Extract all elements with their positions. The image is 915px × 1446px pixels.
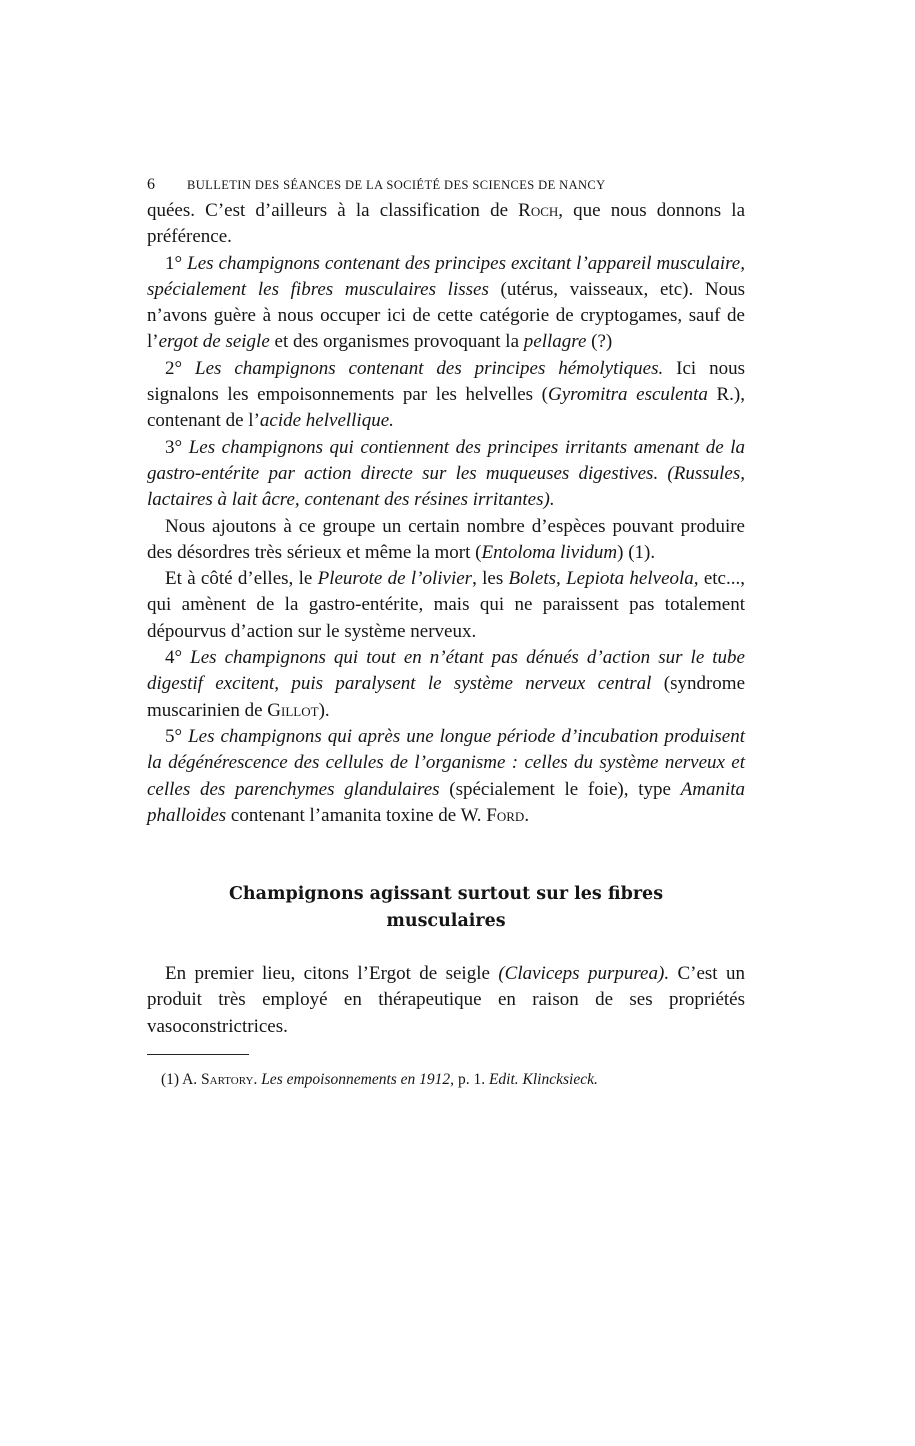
text: 1° xyxy=(165,252,188,274)
text: 4° xyxy=(165,647,191,669)
text: ). xyxy=(318,699,330,721)
paragraph-8 xyxy=(147,724,745,829)
text: (syndrome muscarinien de xyxy=(147,673,746,721)
text: 5° xyxy=(165,725,189,747)
spacer xyxy=(147,935,745,961)
paragraph-3 xyxy=(147,356,745,435)
paragraph-7 xyxy=(147,645,745,724)
author-roch: Roch xyxy=(518,200,559,221)
text: (utérus, vaisseaux, etc). Nous n’avons guère à nous occuper ici de cette catégorie de cryptogames, sauf de l’ xyxy=(147,278,745,353)
text: 3° xyxy=(165,436,189,458)
running-head xyxy=(147,172,745,198)
italic-text: Les champignons contenant des principes excitant l’appareil musculaire, spécialement les fibres musculaires lisses xyxy=(147,252,745,300)
italic-text: Bolets, Lepiota helveola, xyxy=(508,568,699,590)
italic-text: pellagre xyxy=(523,331,587,353)
italic-text: Les champignons qui contiennent des principes irritants amenant de la gastro-entérite par action directe sur les muqueuses digestives. (Russules, lactaires à lait âcre, contenant des résines irritantes). xyxy=(147,436,745,511)
paragraph-5 xyxy=(147,514,745,567)
italic-text: Les champignons qui tout en n’étant pas dénués d’action sur le tube digestif excitent, puis paralysent le système nerveux central xyxy=(147,647,745,695)
footnote xyxy=(147,1069,745,1091)
page-number: 6 xyxy=(147,176,156,193)
text: (1) A. xyxy=(161,1071,202,1089)
paragraph-1 xyxy=(147,198,745,251)
text: C’est un produit très employé en thérapeutique en raison de ses propriétés vasoconstrictrices. xyxy=(147,963,745,1037)
italic-text: Edit. Klincksieck. xyxy=(488,1071,598,1089)
running-title: BULLETIN DES SÉANCES DE LA SOCIÉTÉ DES SCIENCES DE NANCY xyxy=(187,178,606,192)
text: R.), contenant de l’ xyxy=(147,384,746,432)
text: En premier lieu, citons l’Ergot de seigle xyxy=(165,963,499,985)
text: . xyxy=(253,1071,262,1089)
italic-text: acide helvellique. xyxy=(259,410,394,432)
paragraph-6 xyxy=(147,566,745,645)
spacer xyxy=(147,829,745,881)
body-text xyxy=(147,198,745,1040)
author-gillot: Gillot xyxy=(267,699,319,721)
text: p. 1. xyxy=(454,1071,489,1089)
italic-text: Les empoisonnements en 1912, xyxy=(261,1071,455,1089)
text: 2° xyxy=(165,357,196,379)
paragraph-2 xyxy=(147,251,745,356)
page xyxy=(147,172,745,1091)
italic-text: Entoloma lividum xyxy=(481,541,618,563)
paragraph-9 xyxy=(147,961,745,1040)
italic-text: Amanita phalloides xyxy=(147,778,746,826)
text: . xyxy=(524,804,530,826)
italic-text: Gyromitra esculenta xyxy=(548,384,708,406)
text: Et à côté d’elles, le xyxy=(165,568,318,590)
text: (?) xyxy=(586,331,613,353)
section-title: Champignons agissant surtout sur les fibres musculaires xyxy=(228,884,664,932)
italic-text: Les champignons contenant des principes hémolytiques. xyxy=(195,357,664,379)
text: (spécialement le foie), type xyxy=(439,778,681,800)
footnote-rule xyxy=(147,1054,249,1055)
text: , les xyxy=(472,568,509,590)
paragraph-4 xyxy=(147,435,745,514)
italic-text: Les champignons qui après une longue période d’incubation produisent la dégénérescence des cellules de l’organisme : celles du système nerveux et celles des parenchymes glandulaires xyxy=(147,725,745,800)
text: et des organismes provoquant la xyxy=(269,331,524,353)
text: Nous ajoutons à ce groupe un certain nombre d’espèces pouvant produire des désordres très sérieux et même la mort ( xyxy=(147,515,745,563)
italic-text: (Claviceps purpurea). xyxy=(498,963,670,985)
text: contenant l’amanita toxine de W. xyxy=(226,804,487,826)
text: ) (1). xyxy=(617,541,656,563)
text: Ici nous signalons les empoisonnements par les helvelles ( xyxy=(147,357,745,406)
author-ford: Ford xyxy=(486,804,525,826)
author-sartory: Sartory xyxy=(201,1071,254,1089)
text: etc..., qui amènent de la gastro-entérite, mais qui ne paraissent pas totalement dépourvus d’action sur le système nerveux. xyxy=(147,568,745,642)
text: , que nous donnons la préférence. xyxy=(147,200,746,248)
italic-text: ergot de seigle xyxy=(158,331,270,353)
text: quées. C’est d’ailleurs à la classification de xyxy=(147,200,519,221)
italic-text: Pleurote de l’olivier xyxy=(317,568,473,590)
